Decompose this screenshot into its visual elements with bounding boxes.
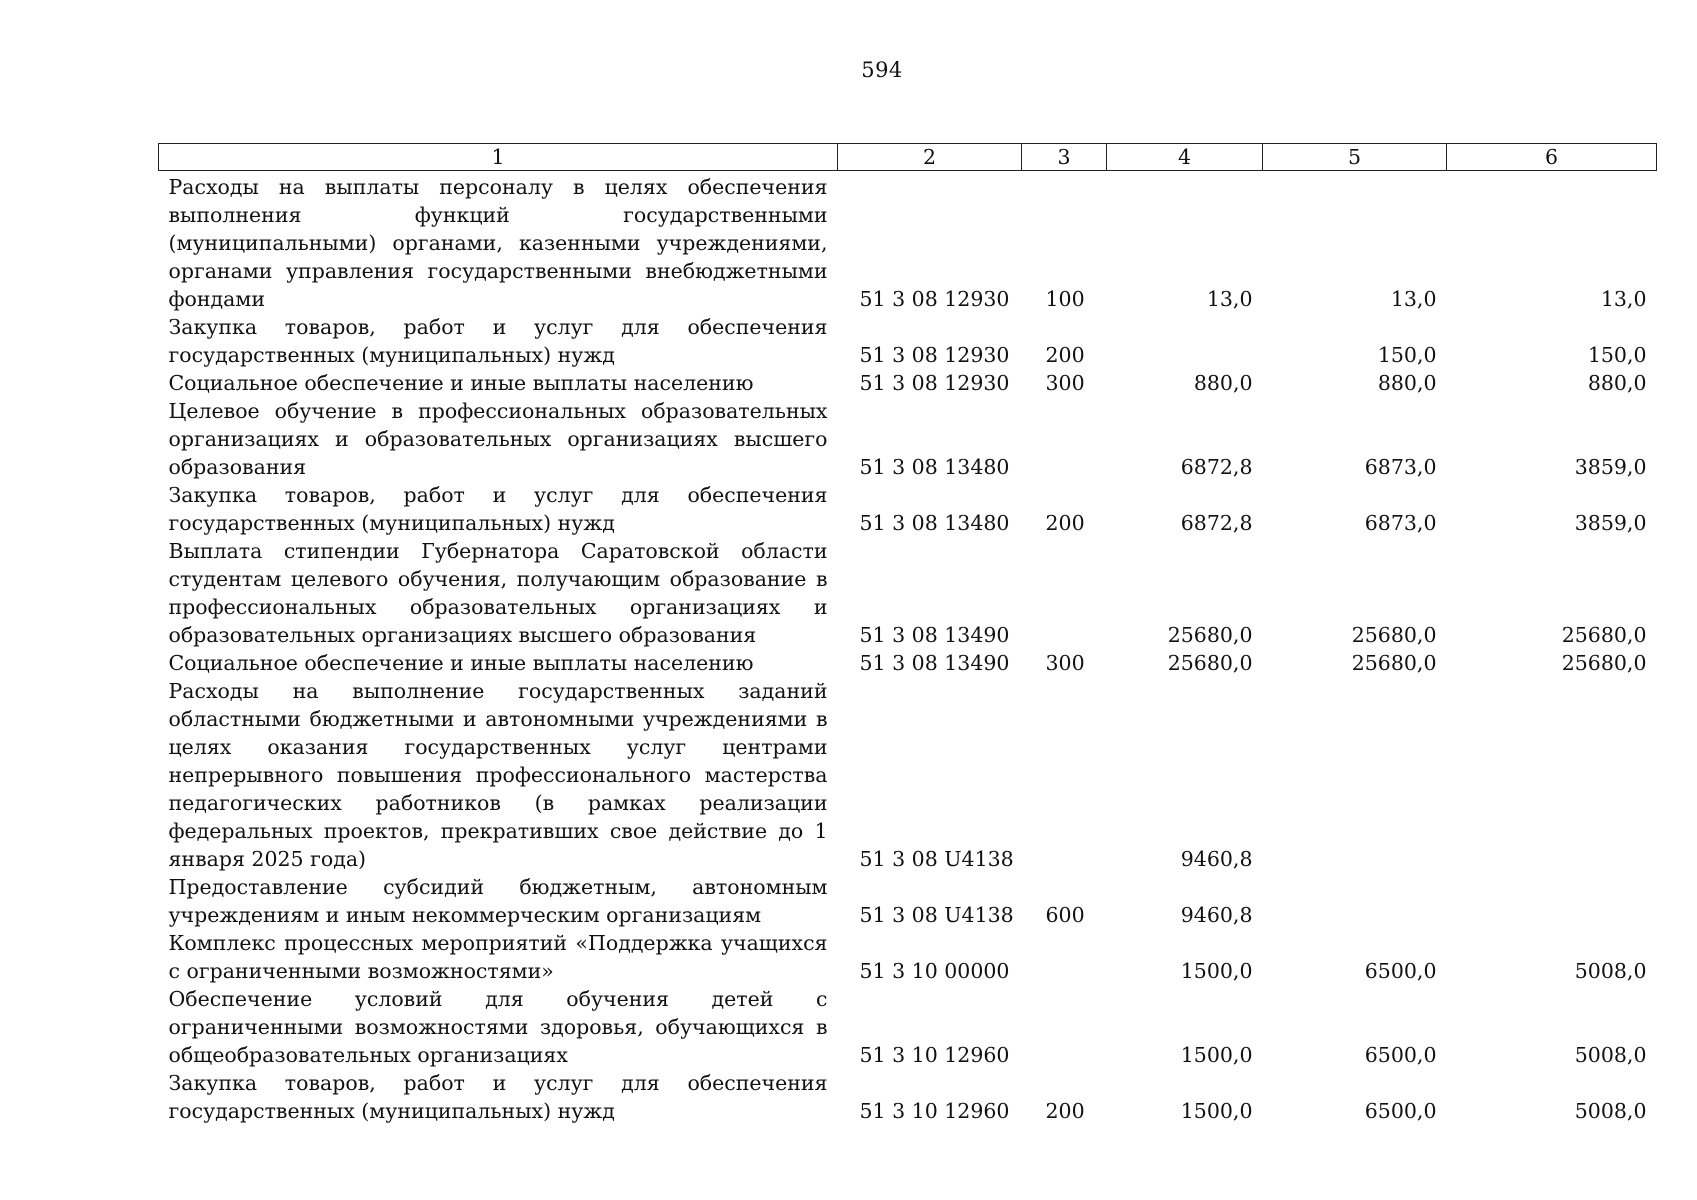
row-kvr-cell: 200 [1045,1099,1085,1123]
row-value-col5-cell: 150,0 [1377,343,1437,367]
row-value-col4-cell: 880,0 [1193,371,1253,395]
row-name-cell: Обеспечение условий для обучения детей с ограниченными возможностями здоровья, обучающихся в общеобразовательных организациях [168,987,828,1067]
row-value-col5-cell: 6873,0 [1364,511,1437,535]
row-value-col6-cell: 150,0 [1587,343,1647,367]
table-row [159,537,1657,649]
row-code-cell: 51 3 08 13490 [859,651,1010,675]
row-kvr-cell: 100 [1045,287,1085,311]
row-kvr-cell: 600 [1045,903,1085,927]
row-name-cell: Социальное обеспечение и иные выплаты населению [168,371,754,395]
row-value-col6-cell: 5008,0 [1574,959,1647,983]
row-value-col4-cell: 1500,0 [1180,959,1253,983]
table-body [159,171,1657,1126]
row-name-cell: Целевое обучение в профессиональных образовательных организациях и образовательных организациях высшего образования [168,399,828,479]
row-value-col4-cell: 25680,0 [1167,651,1253,675]
row-name-cell: Закупка товаров, работ и услуг для обеспечения государственных (муниципальных) нужд [168,483,828,535]
table-row [159,649,1657,677]
table-row [159,171,1657,314]
row-value-col4-cell: 6872,8 [1180,511,1253,535]
row-value-col6-cell: 13,0 [1600,287,1647,311]
row-value-col6-cell: 3859,0 [1574,455,1647,479]
row-name-cell: Расходы на выплаты персоналу в целях обеспечения выполнения функций государственными (муниципальными) органами, казенными учреждениями, органами управления государственными внебюджетными фондами [168,175,828,311]
row-value-col4-cell [1107,313,1263,369]
row-value-col4-cell: 1500,0 [1180,1043,1253,1067]
row-code-cell: 51 3 08 13480 [859,455,1010,479]
row-kvr-cell: 200 [1045,343,1085,367]
row-value-col5-cell: 6873,0 [1364,455,1437,479]
row-kvr-cell [1022,677,1107,873]
row-code-cell: 51 3 08 12930 [859,287,1010,311]
table-row [159,369,1657,397]
row-value-col5-cell [1263,677,1447,873]
row-kvr-cell [1022,537,1107,649]
row-value-col4-cell: 9460,8 [1180,903,1253,927]
table-row [159,481,1657,537]
row-kvr-cell: 300 [1045,371,1085,395]
row-kvr-cell: 300 [1045,651,1085,675]
column-header-6: 6 [1447,144,1657,171]
row-name-cell: Комплекс процессных мероприятий «Поддержка учащихся с ограниченными возможностями» [168,931,828,983]
row-value-col6-cell: 5008,0 [1574,1099,1647,1123]
table-row [159,1069,1657,1125]
row-kvr-cell [1022,929,1107,985]
row-value-col5-cell: 6500,0 [1364,1043,1437,1067]
row-value-col5-cell: 25680,0 [1351,623,1437,647]
table-row [159,677,1657,873]
row-value-col5-cell: 6500,0 [1364,1099,1437,1123]
table-row [159,397,1657,481]
page-number: 594 [861,58,903,82]
row-value-col5-cell: 25680,0 [1351,651,1437,675]
row-code-cell: 51 3 08 U4138 [859,847,1014,871]
row-value-col4-cell: 6872,8 [1180,455,1253,479]
row-value-col4-cell: 9460,8 [1180,847,1253,871]
column-header-1: 1 [159,144,838,171]
table-header-row [159,144,1657,171]
row-code-cell: 51 3 10 00000 [859,959,1010,983]
row-code-cell: 51 3 08 13480 [859,511,1010,535]
column-header-2: 2 [838,144,1022,171]
row-code-cell: 51 3 08 U4138 [859,903,1014,927]
row-code-cell: 51 3 10 12960 [859,1099,1010,1123]
row-name-cell: Закупка товаров, работ и услуг для обеспечения государственных (муниципальных) нужд [168,315,828,367]
row-value-col5-cell [1263,873,1447,929]
column-header-5: 5 [1263,144,1447,171]
row-value-col6-cell: 25680,0 [1561,651,1647,675]
row-code-cell: 51 3 10 12960 [859,1043,1010,1067]
row-value-col5-cell: 880,0 [1377,371,1437,395]
table-row [159,985,1657,1069]
table-row [159,313,1657,369]
row-code-cell: 51 3 08 12930 [859,343,1010,367]
column-header-4: 4 [1107,144,1263,171]
row-value-col6-cell: 3859,0 [1574,511,1647,535]
budget-table [158,143,1657,1125]
row-value-col6-cell: 880,0 [1587,371,1647,395]
row-name-cell: Расходы на выполнение государственных заданий областными бюджетными и автономными учреждениями в целях оказания государственных услуг центрами непрерывного повышения профессионального мастерства педагогических работников (в рамках реализации федеральных проектов, прекративших свое действие до 1 января 2025 года) [168,679,828,871]
row-kvr-cell [1022,397,1107,481]
row-kvr-cell: 200 [1045,511,1085,535]
row-code-cell: 51 3 08 13490 [859,623,1010,647]
row-value-col6-cell [1447,873,1657,929]
table-row [159,873,1657,929]
row-name-cell: Закупка товаров, работ и услуг для обеспечения государственных (муниципальных) нужд [168,1071,828,1123]
row-value-col6-cell [1447,677,1657,873]
row-value-col5-cell: 13,0 [1390,287,1437,311]
row-name-cell: Социальное обеспечение и иные выплаты населению [168,651,754,675]
row-code-cell: 51 3 08 12930 [859,371,1010,395]
row-kvr-cell [1022,985,1107,1069]
row-value-col6-cell: 25680,0 [1561,623,1647,647]
table-header [159,144,1657,171]
row-value-col5-cell: 6500,0 [1364,959,1437,983]
row-name-cell: Выплата стипендии Губернатора Саратовской области студентам целевого обучения, получающим образование в профессиональных образовательных организациях и образовательных организациях высшего образования [168,539,828,647]
row-value-col4-cell: 13,0 [1206,287,1253,311]
row-value-col4-cell: 1500,0 [1180,1099,1253,1123]
table-row [159,929,1657,985]
row-value-col4-cell: 25680,0 [1167,623,1253,647]
column-header-3: 3 [1022,144,1107,171]
row-name-cell: Предоставление субсидий бюджетным, автономным учреждениям и иным некоммерческим организациям [168,875,828,927]
row-value-col6-cell: 5008,0 [1574,1043,1647,1067]
budget-table-container [158,143,1656,1125]
